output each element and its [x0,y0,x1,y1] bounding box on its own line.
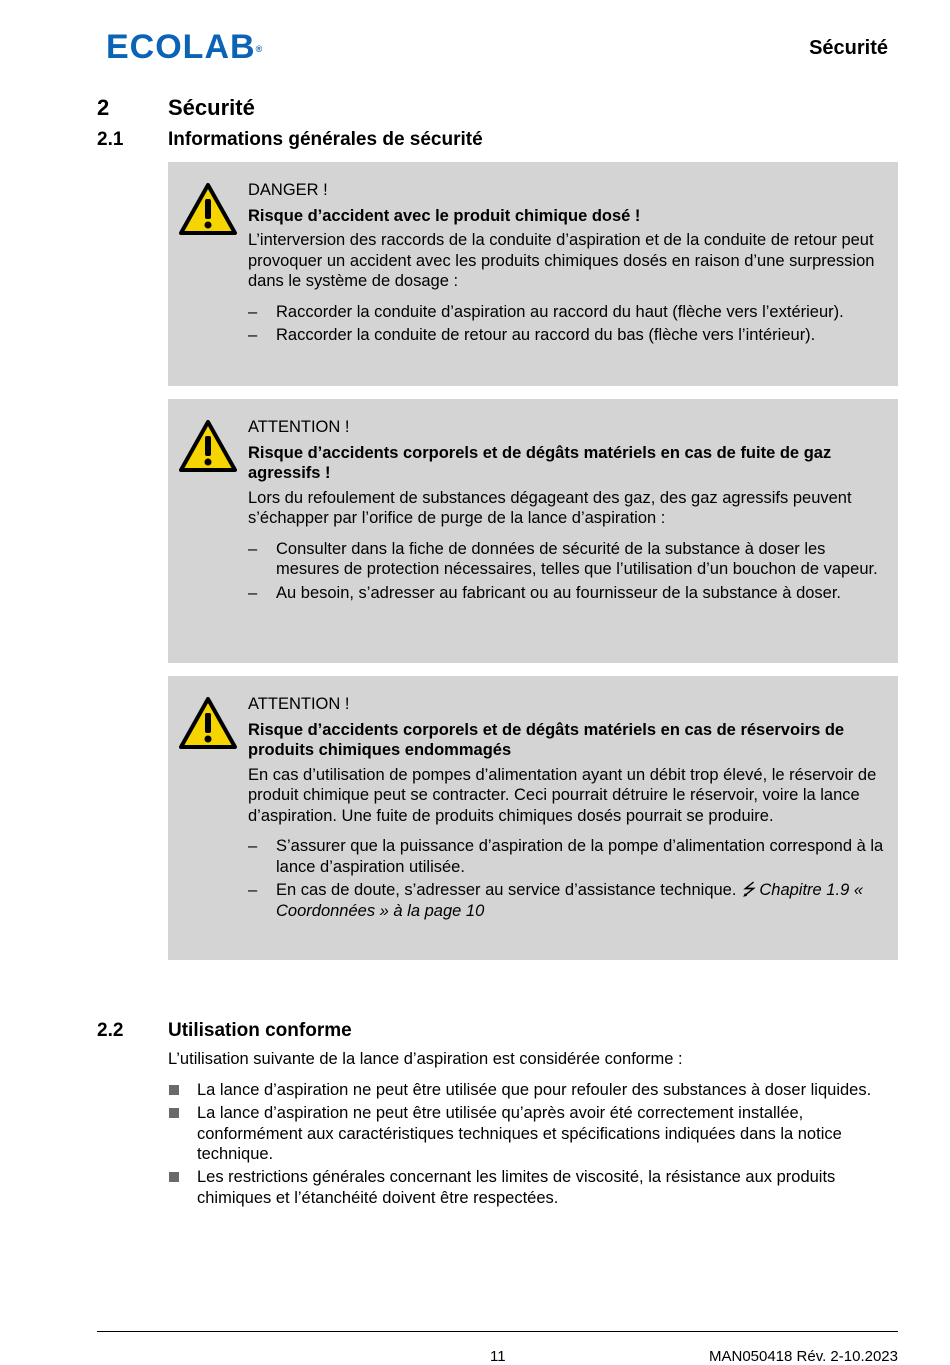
warning-step: – S’assurer que la puissance d’aspiration de la pompe d’alimentation correspond à la lance d’aspiration utilisée. [248,837,884,876]
ecolab-logo: ECOLAB® [106,28,264,66]
section-number: 2.2 [97,1020,124,1041]
chapter-reference-link[interactable]: ⭍ Chapitre 1.9 « Coordonnées » à la page 10 [276,881,864,920]
section-intro: L’utilisation suivante de la lance d’aspiration est considérée conforme : [168,1050,683,1068]
dash-icon: – [248,881,258,899]
warning-steps [248,539,886,604]
list-item: Les restrictions générales concernant les limites de viscosité, la résistance aux produits chimiques et l’étanchéité doivent être respectées. [168,1167,878,1208]
signal-word: ATTENTION ! [248,695,350,713]
warning-step: – Consulter dans la fiche de données de sécurité de la substance à doser les mesures de protection nécessaires, telles que l’utilisation d’un bouchon de vapeur. [248,539,878,578]
chapter-heading [97,95,255,121]
warning-step: – Au besoin, s’adresser au fabricant ou au fournisseur de la substance à doser. [248,583,842,602]
signal-word: DANGER ! [248,181,328,199]
chapter-title: Sécurité [168,95,255,120]
intended-use-list [168,1080,878,1211]
signal-word: ATTENTION ! [248,418,350,436]
warning-step: – Raccorder la conduite d’aspiration au raccord du haut (flèche vers l’extérieur). [248,302,844,321]
section-number: 2.1 [97,129,124,150]
warning-subject: Risque d’accident avec le produit chimique dosé ! [248,206,641,225]
dash-icon: – [248,326,258,344]
list-item: La lance d’aspiration ne peut être utilisée que pour refouler des substances à doser liquides. [168,1080,878,1101]
warning-steps [248,302,886,346]
warning-step: – En cas de doute, s’adresser au service d’assistance technique. ⭍ Chapitre 1.9 « Coordonnées » à la page 10 [248,881,864,920]
square-bullet-icon [169,1085,179,1095]
warning-description: L’interversion des raccords de la conduite d’aspiration et de la conduite de retour peut provoquer un accident avec les produits chimiques dosés en raison d’une surpression dans le système de dosage : [248,231,875,290]
section-title: Utilisation conforme [168,1020,352,1041]
section-heading-2-2 [97,1020,352,1042]
chapter-number: 2 [97,95,110,120]
warning-description: Lors du refoulement de substances dégageant des gaz, des gaz agressifs peuvent s’échapper par l’orifice de purge de la lance d’aspiration : [248,488,852,527]
header-section-title: Sécurité [809,37,888,59]
warning-subject: Risque d’accidents corporels et de dégâts matériels en cas de réservoirs de produits chimiques endommagés [248,720,845,759]
square-bullet-icon [169,1108,179,1118]
list-item: La lance d’aspiration ne peut être utilisée qu’après avoir été correctement installée, conformément aux caractéristiques techniques et spécifications indiquées dans la notice technique. [168,1103,878,1165]
footer-divider [97,1331,898,1332]
warning-triangle-icon [178,419,238,473]
warning-step: – Raccorder la conduite de retour au raccord du bas (flèche vers l’intérieur). [248,326,816,344]
warning-triangle-icon [178,696,238,750]
warning-subject: Risque d’accidents corporels et de dégâts matériels en cas de fuite de gaz agressifs ! [248,443,832,482]
dash-icon: – [248,539,258,558]
document-reference: MAN050418 Rév. 2-10.2023 [708,1348,898,1365]
section-heading-2-1 [97,129,483,151]
warning-steps [248,836,886,921]
warning-triangle-icon [178,182,238,236]
warning-box-danger [168,162,898,386]
section-title: Informations générales de sécurité [168,129,483,150]
warning-box-attention-tank [168,676,898,960]
dash-icon: – [248,583,258,602]
dash-icon: – [248,837,258,855]
square-bullet-icon [169,1172,179,1182]
warning-description: En cas d’utilisation de pompes d’alimentation ayant un débit trop élevé, le réservoir de produit chimique peut se contracter. Ceci pourrait détruire le réservoir, voire la lance d’aspiration. Une fuite de produits chimiques dosés pourrait se produire. [248,765,877,825]
warning-box-attention-gas [168,399,898,663]
page-number: 11 [490,1348,506,1365]
dash-icon: – [248,302,258,321]
